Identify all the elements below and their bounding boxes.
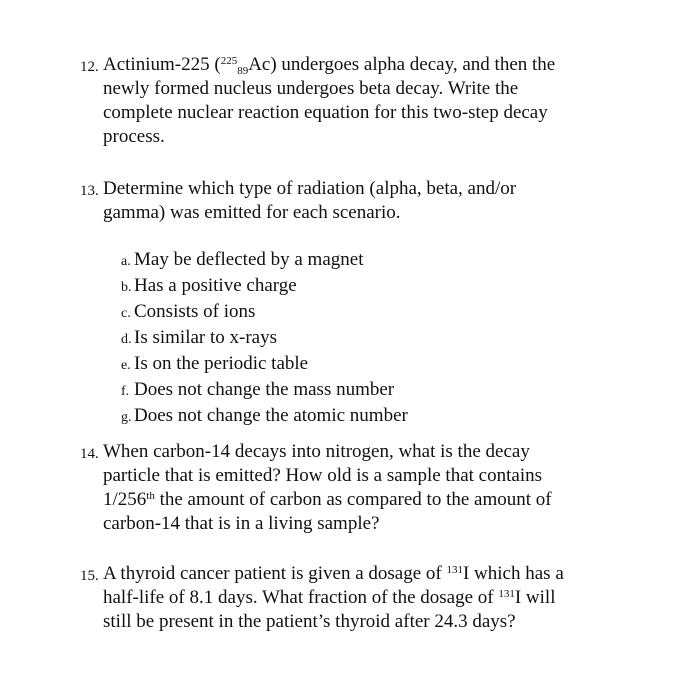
question-number: 13. — [80, 183, 99, 199]
question-line: complete nuclear reaction equation for this two-step decay — [103, 102, 548, 123]
question-line: 1/256th the amount of carbon as compared to the amount of — [103, 489, 552, 510]
question-text — [103, 562, 640, 634]
list-item: e. Is on the periodic table — [121, 353, 309, 374]
scenario-list — [121, 248, 408, 430]
question-text — [103, 53, 640, 149]
atomic-number: 89 — [237, 64, 249, 77]
question-line: newly formed nucleus undergoes beta decay. Write the — [103, 78, 519, 99]
list-item: f. Does not change the mass number — [121, 379, 395, 400]
question-line: half-life of 8.1 days. What fraction of the dosage of $^{131}$I will — [103, 587, 556, 608]
question-text — [103, 177, 640, 225]
isotope-mass: 131 — [498, 587, 515, 600]
question-number: 15. — [80, 568, 99, 584]
question-line: Actinium-225 ($^{225}_{89}$Ac) undergoes alpha decay, and then the — [103, 54, 556, 77]
question-line: When carbon-14 decays into nitrogen, what is the decay — [103, 441, 530, 462]
question-line: still be present in the patient’s thyroid after 24.3 days? — [103, 611, 516, 632]
list-item: b. Has a positive charge — [121, 275, 297, 296]
question-line: A thyroid cancer patient is given a dosage of $^{131}$I which has a — [103, 563, 564, 584]
ordinal-suffix: th — [146, 489, 155, 502]
list-item: a. May be deflected by a magnet — [121, 249, 364, 270]
list-item: d. Is similar to x-rays — [121, 327, 278, 348]
question-number: 12. — [80, 59, 99, 75]
question-number: 14. — [80, 446, 99, 462]
question-14 — [80, 440, 640, 536]
question-line: gamma) was emitted for each scenario. — [103, 202, 401, 223]
question-15 — [80, 562, 640, 634]
question-12 — [80, 53, 640, 149]
question-line: process. — [103, 126, 165, 147]
question-line: carbon-14 that is in a living sample? — [103, 513, 380, 534]
question-text — [103, 440, 640, 536]
list-item: c. Consists of ions — [121, 301, 256, 322]
list-item: g. Does not change the atomic number — [121, 405, 408, 426]
mass-number: 225 — [220, 54, 238, 67]
question-line: particle that is emitted? How old is a sample that contains — [103, 465, 542, 486]
isotope-mass: 131 — [446, 563, 463, 576]
question-13 — [80, 177, 640, 225]
question-line: Determine which type of radiation (alpha, beta, and/or — [103, 178, 517, 199]
